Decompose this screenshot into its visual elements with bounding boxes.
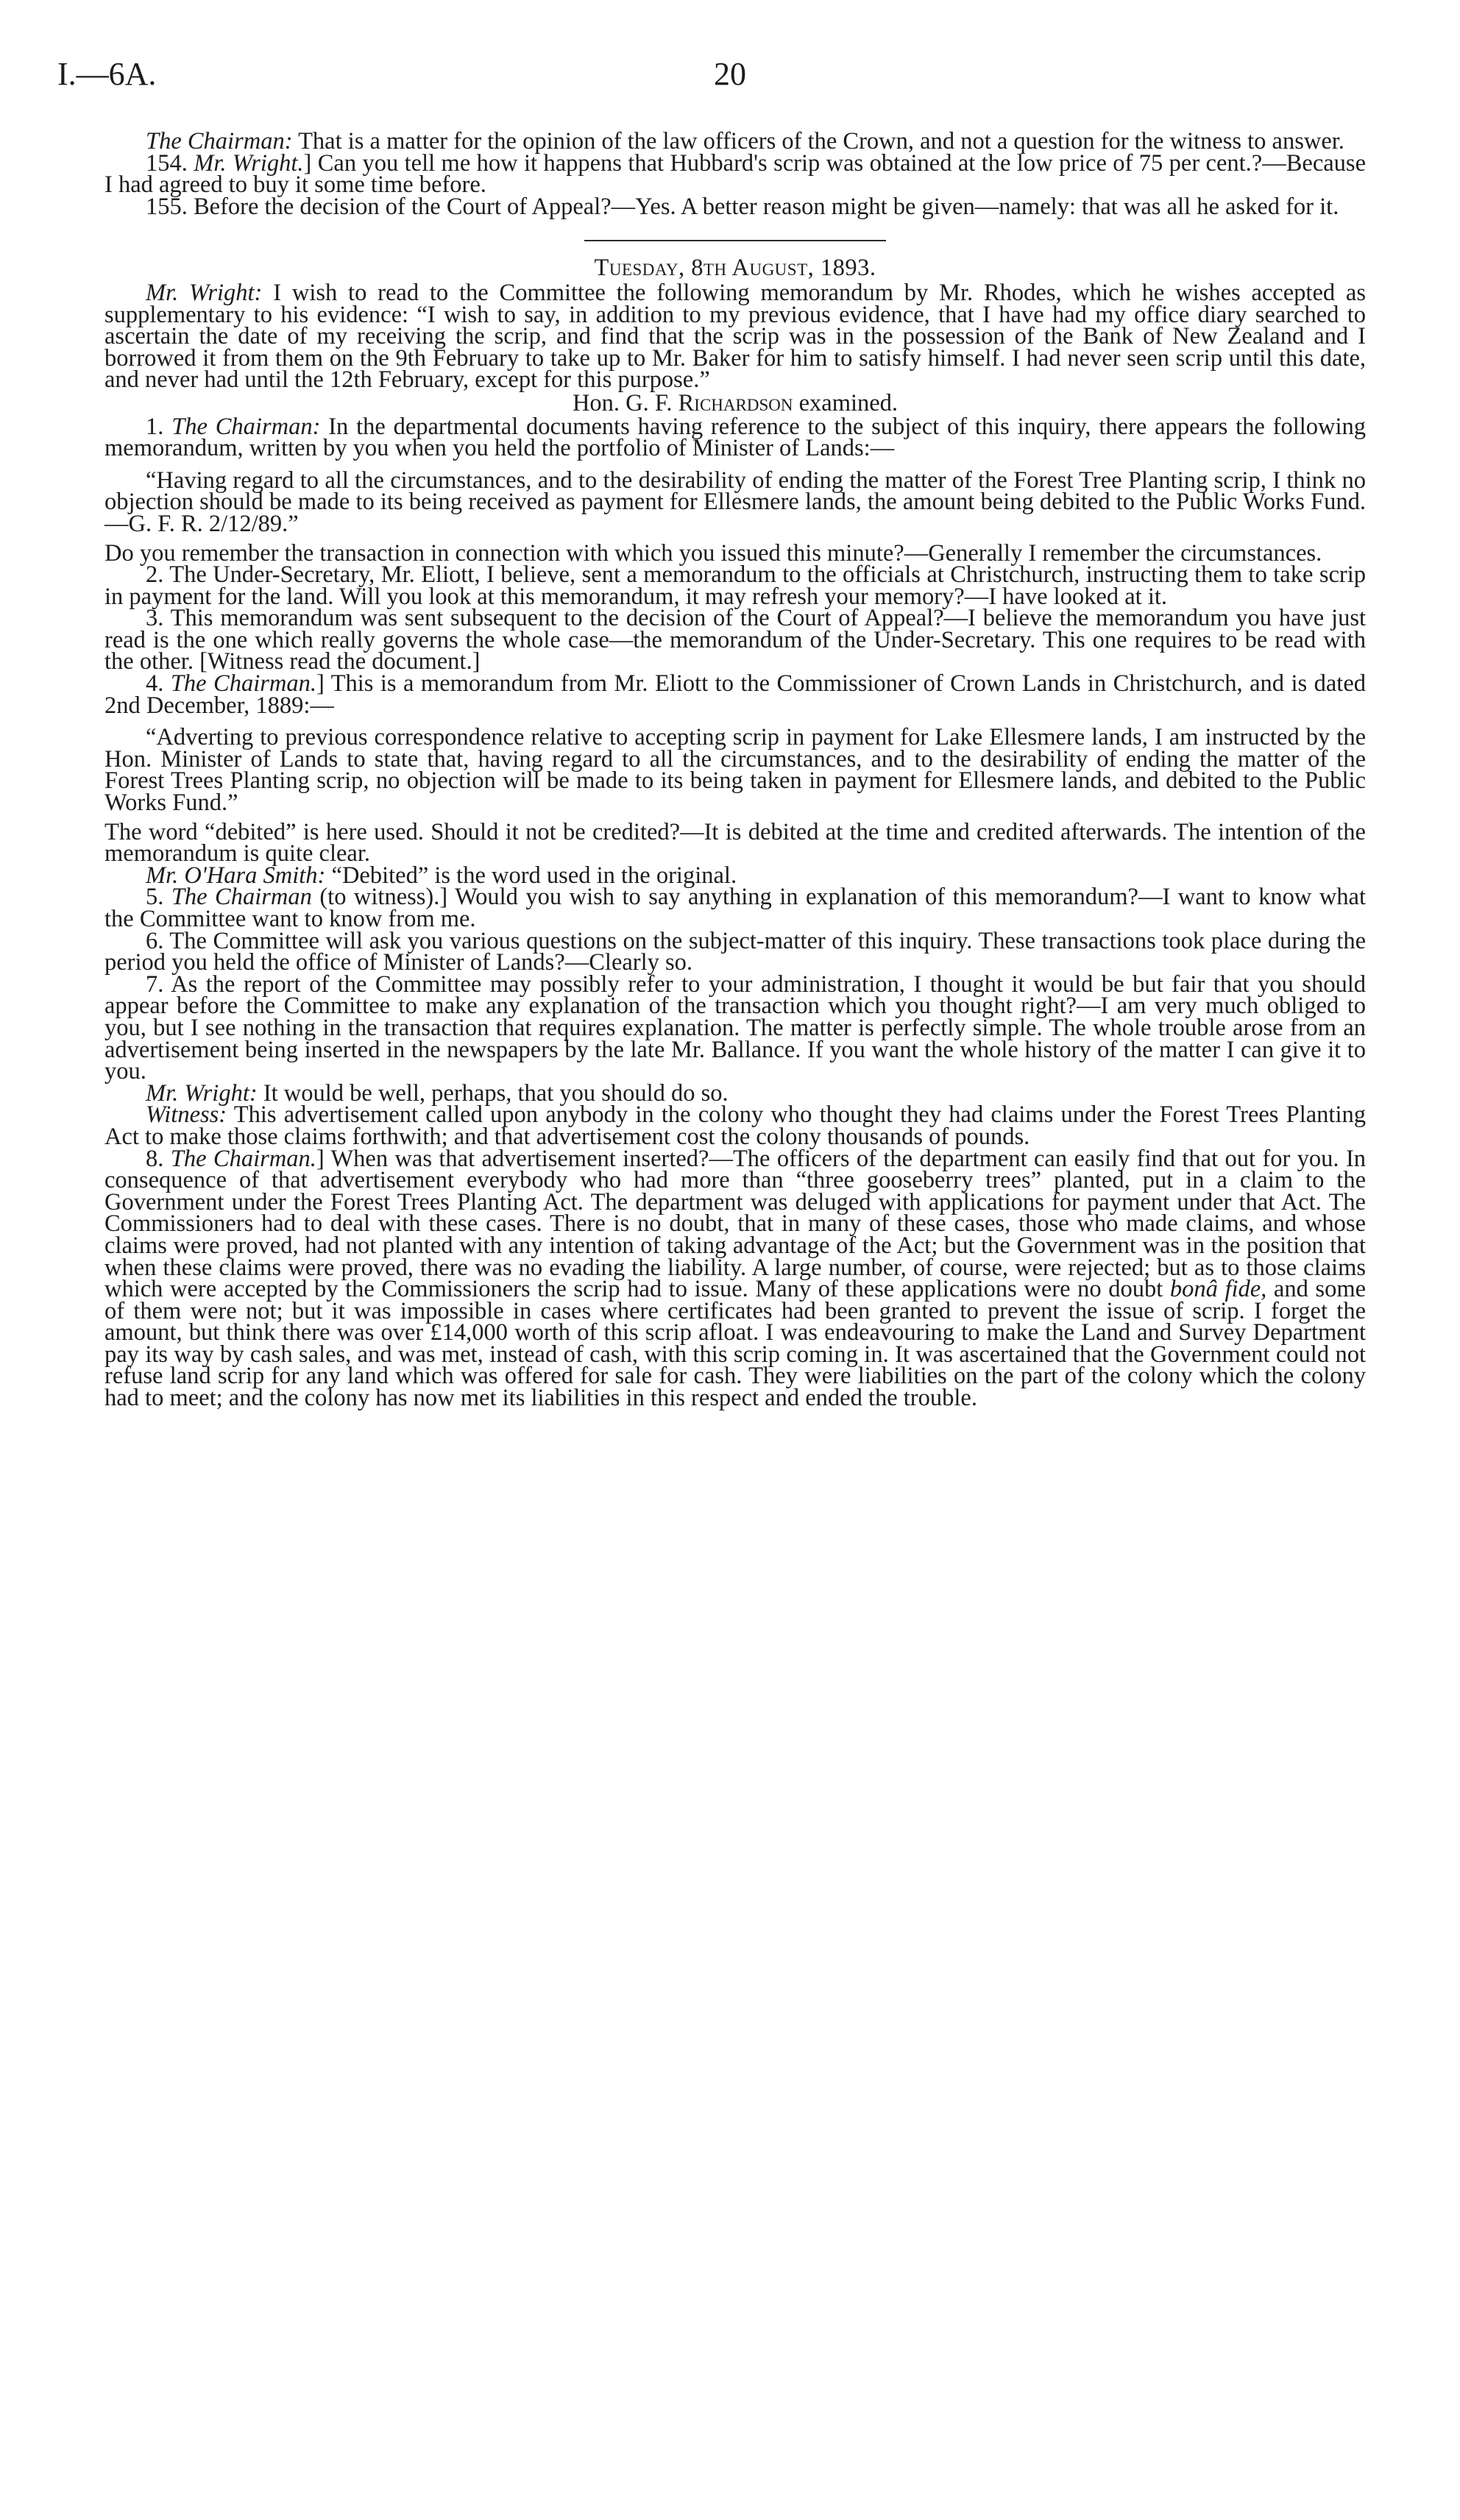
paragraph-text: It would be well, perhaps, that you should do so. xyxy=(263,1079,729,1107)
paragraph-rhodes-memorandum xyxy=(104,279,1367,394)
paragraph-text: (to witness).] Would you wish to say anything in explanation of this memorandum?—I want to know what the Committee want to know from me. xyxy=(104,884,1367,932)
question-number: 5. xyxy=(146,884,164,911)
page-number: 20 xyxy=(714,56,746,92)
paragraph-question-2: 2. The Under-Secretary, Mr. Eliott, I believe, sent a memorandum to the officials at Christchurch, instructing them to take scrip in payment for the land. Will you look at this memorandum, it may refresh your memory?—I have looked at it. xyxy=(104,561,1366,610)
sitting-date-heading: Tuesday, 8th August, 1893. xyxy=(594,255,876,282)
paragraph-question-6: 6. The Committee will ask you various questions on the subject-matter of this inquiry. These transactions took place during the period you held the office of Minister of Lands?—Clearly so. xyxy=(104,927,1366,976)
page-header xyxy=(57,56,1403,93)
examined-label: examined. xyxy=(798,389,899,416)
witness-name: Richardson xyxy=(678,389,793,416)
paragraph-question-4 xyxy=(104,670,1366,719)
paragraph-witness xyxy=(104,1101,1366,1150)
paragraph-question-5 xyxy=(104,884,1367,932)
paragraph-question-3: 3. This memorandum was sent subsequent to the decision of the Court of Appeal?—I believe the memorandum you have just read is the one which really governs the whole case—the memorandum of the Under-Secretary. This one requires to be read with the other. [Witness read the document.] xyxy=(104,605,1366,675)
paragraph-question-7: 7. As the report of the Committee may possibly refer to your administration, I thought it would be but fair that you should appear before the Committee to make any explanation of the transaction which you thought right?—I am very much obliged to you, but I see nothing in the transaction that requires explanation. The matter is perfectly simple. The whole trouble arose from an advertisement being inserted in the newspapers by the late Mr. Ballance. If you want the whole history of the matter I can give it to you. xyxy=(104,970,1366,1085)
paragraph-text: This advertisement called upon anybody in the colony who thought they had claims under the Forest Trees Planting Act to make those claims forthwith; and that advertisement cost the colony thousands of pounds. xyxy=(104,1101,1366,1150)
paragraph-text: That is a matter for the opinion of the law officers of the Crown, and not a question for the witness to answer. xyxy=(298,128,1344,155)
paragraph-text: and some of them were not; but it was impossible in cases where certificates had been granted to prevent the issue of scrip. I forget the amount, but think there was over £14,000 worth of this scrip afloat. I was endeavouring to make the Land and Survey Department pay its way by cash sales, and was met, instead of cash, with this scrip coming in. It was ascertained that the Government could not refuse land scrip for any land which was offered for sale for cash. They were liabilities on the part of the colony which the colony had to meet; and the colony has now met its liabilities in this respect and ended the trouble. xyxy=(104,1276,1367,1412)
speaker-label: Mr. Wright: xyxy=(146,279,263,306)
paragraph-question-155: 155. Before the decision of the Court of Appeal?—Yes. A better reason might be given—namely: that was all he asked for it. xyxy=(146,193,1339,220)
speaker-label: The Chairman xyxy=(171,884,312,911)
latin-phrase: bonâ fide, xyxy=(1169,1276,1267,1303)
speaker-label: The Chairman. xyxy=(170,670,316,698)
paragraph-question-8 xyxy=(104,1145,1367,1412)
section-divider xyxy=(584,240,886,241)
witness-title: Hon. G. F. xyxy=(572,389,673,416)
paragraph-text: I wish to read to the Committee the following memorandum by Mr. Rhodes, which he wishes accepted as supplementary to his evidence: “I wish to say, in addition to my previous evidence, that I have had my office diary searched to ascertain the date of my receiving the scrip, and find that the scrip was in the possession of the Bank of New Zealand and I borrowed it from them on the 9th February to take up to Mr. Baker for him to satisfy himself. I had never seen scrip until this date, and never had until the 12th February, except for this purpose.” xyxy=(104,279,1367,394)
paragraph-question-1-continued: Do you remember the transaction in connection with which you issued this minute?—Generally I remember the circumstances. xyxy=(104,539,1322,567)
paragraph-question-154 xyxy=(104,149,1366,199)
quoted-minute: “Having regard to all the circumstances, and to the desirability of ending the matter of the Forest Tree Planting scrip, I think no objection should be made to its being received as payment for Ellesmere lands, the amount being debited to the Public Works Fund.—G. F. R. 2/12/89.” xyxy=(104,466,1366,537)
speaker-label: The Chairman: xyxy=(146,128,293,155)
speaker-label: The Chairman: xyxy=(171,413,321,440)
speaker-label: Mr. Wright. xyxy=(194,149,304,177)
paragraph-text: ] When was that advertisement inserted?—The officers of the department can easily find that out for you. In consequence of that advertisement everybody who had more than “three gooseberry trees” planted, put in a claim to the Government under the Forest Trees Planting Act. The department was deluged with applications for payment under that Act. The Commissioners had to deal with these cases. There is no doubt, that in many of these cases, those who made claims, and whose claims were proved, had not planted with any intention of taking advantage of the Act; but the Government was in the position that when these claims were proved, there was no evading the liability. A large number, of course, were rejected; but as to those claims which were accepted by the Commissioners the scrip had to issue. Many of these applications were no doubt xyxy=(104,1145,1367,1303)
paragraph-question-1 xyxy=(104,413,1367,462)
question-number: 154. xyxy=(146,149,188,177)
paragraph-text: ] Can you tell me how it happens that Hubbard's scrip was obtained at the low price of 75 per cent.?—Because I had agreed to buy it some time before. xyxy=(104,149,1366,199)
paragraph-question-4-continued: The word “debited” is here used. Should it not be credited?—It is debited at the time and credited afterwards. The intention of the memorandum is quite clear. xyxy=(104,818,1366,867)
paragraph-text: ] This is a memorandum from Mr. Eliott to the Commissioner of Crown Lands in Christchurch, and is dated 2nd December, 1889:— xyxy=(104,670,1366,719)
paragraph-text: In the departmental documents having reference to the subject of this inquiry, there appears the following memorandum, written by you when you held the portfolio of Minister of Lands:— xyxy=(104,413,1367,462)
speaker-label: Witness: xyxy=(146,1101,227,1129)
question-number: 4. xyxy=(146,670,164,698)
document-body xyxy=(104,128,1367,1412)
quoted-memorandum: “Adverting to previous correspondence relative to accepting scrip in payment for Lake Ellesmere lands, I am instructed by the Hon. Minister of Lands to state that, having regard to all the circumstances, and to the desirability of ending the matter of the Forest Trees Planting scrip, no objection will be made to its being taken in payment for Ellesmere lands, and debited to the Public Works Fund.” xyxy=(104,724,1366,817)
speaker-label: The Chairman. xyxy=(170,1145,316,1172)
speaker-label: Mr. Wright: xyxy=(146,1079,258,1107)
question-number: 1. xyxy=(146,413,164,440)
speaker-label: Mr. O'Hara Smith: xyxy=(146,862,326,889)
question-number: 8. xyxy=(146,1145,164,1172)
witness-examined-heading xyxy=(104,389,1366,416)
paragraph-text: “Debited” is the word used in the original. xyxy=(331,862,737,889)
paper-reference: I.—6A. xyxy=(57,56,157,92)
